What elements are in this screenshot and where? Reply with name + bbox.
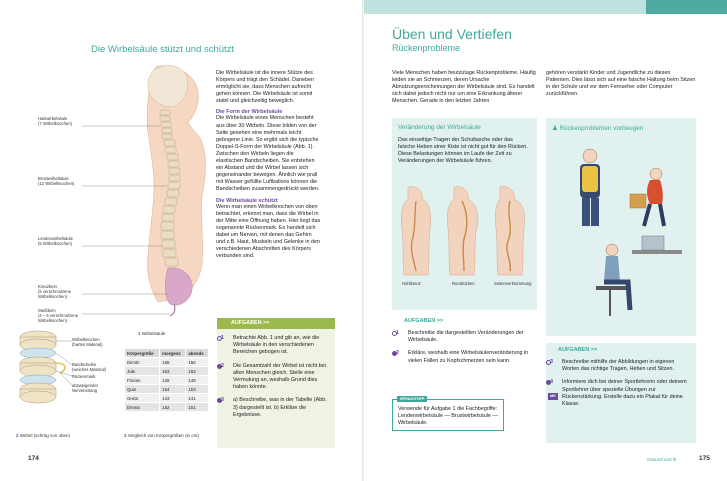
box-text-veraenderung: Das einseitige Tragen der Schultasche oder das falsche Heben einer Kiste ist nicht gut für den Rücken. Diese Belastungen können im Laufe der Zeit zu Veränderungen der Wirbelsäule führen. <box>398 137 528 165</box>
table-cell: 151 <box>186 403 209 412</box>
backpack-student-figure <box>580 149 600 226</box>
task-item-1: 1 Betrachte Abb. 1 und gib an, wie die Wirbelsäule in den verschiedenen Bereichen gebogen ist. <box>217 335 335 357</box>
label-hohlkreuz: Hohlkreuz <box>402 281 421 286</box>
box-heading-veraenderung: Veränderung der Wirbelsäule <box>398 124 481 131</box>
table-cell: 149 <box>160 376 186 385</box>
table-cell: Quin <box>125 385 160 394</box>
posture-backs-drawing <box>394 185 534 290</box>
table-cell: 154 <box>160 385 186 394</box>
tasks-box-right-left <box>392 318 537 365</box>
intro-paragraph-2: gehören verstärkt Kinder und Jugendliche zu diesen Patienten. Dies lässt sich auf eine falsche Haltung beim Sitzen in der Schule und vor dem Fernseher oder Computer zurückführen. <box>546 70 696 98</box>
table-cell: 148 <box>186 376 209 385</box>
label-halswirbelsaeule: Halswirbelsäule (7 Wirbelknochen) <box>38 116 72 126</box>
table-row <box>125 403 209 412</box>
tasks-box-left <box>217 318 335 448</box>
table-row <box>125 385 209 394</box>
table-row <box>125 367 209 376</box>
table-cell: 156 <box>186 358 209 367</box>
right-page-title: Üben und Vertiefen <box>392 26 512 42</box>
right-top-band-accent <box>646 0 727 14</box>
sitting-figure <box>596 236 682 316</box>
left-page-title: Die Wirbelsäule stützt und schützt <box>91 44 235 55</box>
figure-2-caption: 2 Wirbel (schräg von oben) <box>16 433 71 438</box>
table-cell: Dimitri <box>125 358 160 367</box>
tasks-heading: AUFGABEN >> <box>404 318 444 324</box>
tasks-heading: AUFGABEN >> <box>217 318 335 329</box>
table-cell: 141 <box>186 394 209 403</box>
left-top-bar <box>0 0 363 14</box>
table-row <box>125 394 209 403</box>
tasks-box-right-right <box>546 343 696 443</box>
task-item-r4: 4 Informiere dich bei deiner Sportlehrerin oder deinem Sportlehrer über spezielle Übungen zur Rückenstärkung. Erstelle dazu ein Plakat für deine Klasse. MK <box>546 379 696 408</box>
label-kreuzbein: Kreuzbein (5 verschmolzene Wirbelknochen) <box>38 284 72 299</box>
task-item-2: 2 Die Gesamtzahl der Wirbel ist nicht bei allen Menschen gleich. Stelle eine Vermutung an, weshalb Grund dies haben könnte. <box>217 363 335 392</box>
table-cell: 163 <box>160 367 186 376</box>
table-header-row <box>125 349 209 358</box>
table-header: morgens <box>160 349 186 358</box>
table-header: abends <box>186 349 209 358</box>
heading-schutz: Die Wirbelsäule schützt <box>216 197 278 204</box>
task-item-3: 3 a) Beschreibe, was in der Tabelle (Abb. 3) dargestellt ist. b) Erkläre die Ergebnisse. <box>217 397 335 419</box>
label-nervenstrang: abzweigender Nervenstrang <box>72 383 99 393</box>
box-heading-vorbeugen: ♟ Rückenproblemen vorbeugen <box>552 125 644 132</box>
label-brustwirbelsaeule: Brustwirbelsäule (12 Wirbelknochen) <box>38 176 75 186</box>
page-number-left: 174 <box>28 455 39 462</box>
left-text-column <box>216 70 322 260</box>
table-cell: 158 <box>160 358 186 367</box>
table-row <box>125 358 209 367</box>
task-item-r2: 2 Erkläre, weshalb eine Wirbelsäulenveränderung in vielen Fällen zu Kopfschmerzen sein kann. <box>392 350 537 364</box>
table-cell: 152 <box>160 403 186 412</box>
lifting-figure <box>630 168 664 226</box>
tasks-heading: AUFGABEN >> <box>558 347 598 353</box>
table-header: Körpergröße <box>125 349 160 358</box>
table-cell: Florian <box>125 376 160 385</box>
posture-illustrations <box>394 185 534 290</box>
chapter-footer: Gesund und fit <box>647 457 677 462</box>
media-competence-badge: MK <box>548 393 558 400</box>
label-bandscheibe: Bandscheibe (weiches Material) <box>72 362 106 372</box>
table-cell: Jule <box>125 367 160 376</box>
task-item-r1: 1 Beschreibe die dargestellten Veränderungen der Wirbelsäule. <box>392 330 537 344</box>
height-table <box>124 348 209 412</box>
left-page <box>0 0 363 481</box>
page-number-right: 175 <box>699 455 710 462</box>
figure-3-caption: 3 Vergleich von Körpergrößen (in cm) <box>124 433 199 438</box>
heading-form: Die Form der Wirbelsäule <box>216 109 283 116</box>
figure-1-caption: 1 Wirbelsäule <box>138 331 166 336</box>
vertebra-illustration <box>16 325 126 425</box>
tip-text: Verwende für Aufgabe 1 die Fachbegriffe: Lendenwirbelsäule — Brustwirbelsäule — Wirbelsäule. <box>398 406 498 427</box>
label-seitenverkruemmung: Seitenverkrümmung <box>494 281 532 286</box>
spine-illustration <box>38 58 214 336</box>
intro-paragraph-1: Viele Menschen haben heutzutage Rückenprobleme. Häufig leiden sie an Schmerzen, deren Ursache Abnutzungserscheinungen der Wirbelsäule sind. Es handelt sich dabei jedoch nicht nur um eine Erkrankung älterer Menschen. Gerade in den letzten Jahren <box>392 70 536 105</box>
form-paragraph: Die Wirbelsäule eines Menschen besteht aus über 30 Wirbeln. Diese bilden von der Seite gesehen eine mehrmals leicht gebogene Linie. So ergibt sich die typische Doppel-S-Form der Wirbelsäule (Abb. 1). Zwischen den Wirbeln liegen die elastischen Bandscheiben. Sie entstehen ein Abstand und die Wirbel lassen sich gegeneinander bewegen. Ähnlich wie prall mit Wasser gefüllte Luftballons können die Bandscheiben zusammengedrückt werden. <box>216 115 320 193</box>
label-lendenwirbelsaeule: Lendenwirbelsäule (5 Wirbelknochen) <box>38 236 73 246</box>
prevention-icon: ♟ <box>552 125 560 132</box>
task-item-r3: 3 Beschreibe mithilfe der Abbildungen in eigenen Worten das richtige Tragen, Heben und Sitzen. <box>546 359 696 373</box>
right-page <box>364 0 727 481</box>
prevention-box <box>546 118 696 336</box>
vertebra-drawing <box>16 325 126 425</box>
tip-heading: SPRACHTIPP <box>397 396 427 402</box>
schutz-paragraph: Wenn man einen Wirbelknochen von oben betrachtet, erkennt man, dass die Wirbel in der Mitte eine Öffnung haben. Hier liegt das sogenannte Rückenmark. Es handelt sich dabei um Nerven, mit denen das Gehirn und z.B. Haut, Muskeln und Gelenke in den verschiedenen Abschnitten des Körpers verbunden sind. <box>216 203 321 260</box>
label-rundruecken: Rundrücken <box>452 281 475 286</box>
table-cell: Greta <box>125 394 160 403</box>
table-cell: 162 <box>186 367 209 376</box>
label-steissbein: Steißbein (4 – 5 verschmolzene Wirbelknochen) <box>38 308 79 323</box>
table-cell: 153 <box>186 385 209 394</box>
table-row <box>125 376 209 385</box>
body-height-table <box>124 348 209 412</box>
language-tip-box <box>392 399 504 431</box>
label-rueckenmark: Rückenmark <box>72 374 96 379</box>
label-wirbelknochen: Wirbelknochen (hartes Material) <box>72 337 103 347</box>
prevention-illustrations <box>546 132 696 327</box>
table-cell: Emma <box>125 403 160 412</box>
table-cell: 143 <box>160 394 186 403</box>
intro-paragraph: Die Wirbelsäule ist die innere Stütze des Körpers und trägt den Schädel. Daneben ermöglicht sie, dass Menschen aufrecht gehen können. Die Wirbelsäule ist somit stabil und gleichzeitig beweglich. <box>216 70 314 105</box>
right-page-subtitle: Rückenprobleme <box>392 43 461 53</box>
